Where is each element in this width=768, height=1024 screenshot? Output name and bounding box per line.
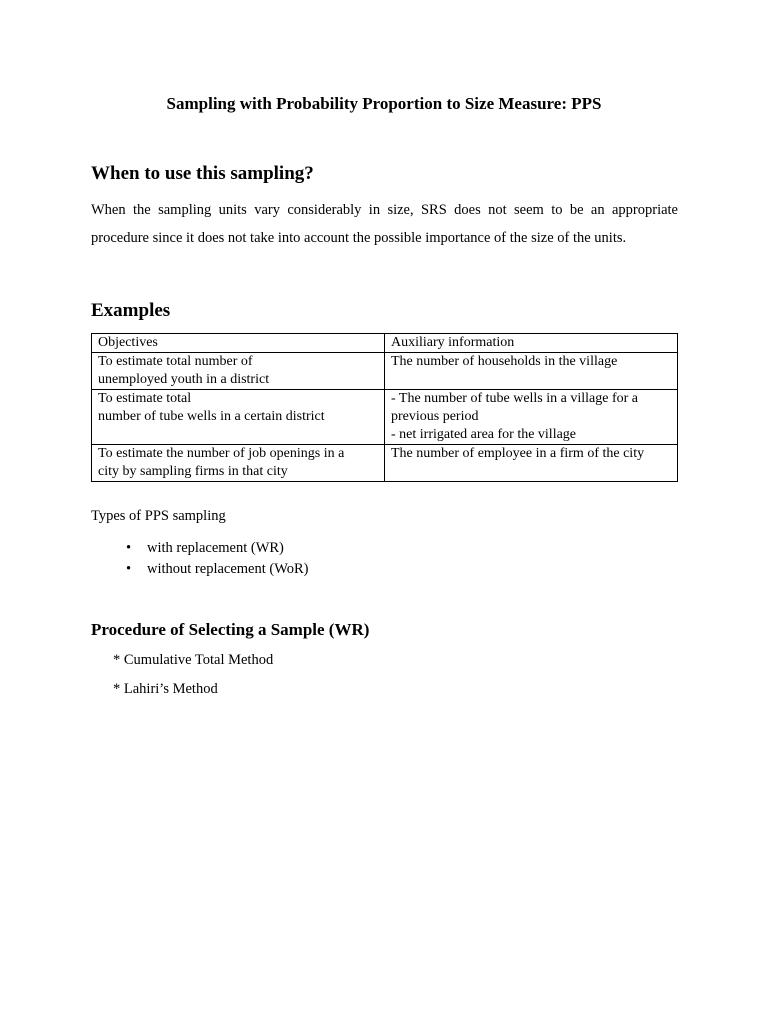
list-item-text: with replacement (WR) xyxy=(147,540,284,556)
list-item-text: without replacement (WoR) xyxy=(147,561,309,577)
cell-line: The number of households in the village xyxy=(391,354,618,369)
cell-line: unemployed youth in a district xyxy=(98,372,270,387)
table-row xyxy=(92,390,678,445)
cell-line: - net irrigated area for the village xyxy=(391,427,577,442)
table-cell-auxiliary xyxy=(385,353,678,390)
list-item xyxy=(91,559,309,580)
method-cumulative-total: * Cumulative Total Method xyxy=(113,652,274,668)
method-lahiri: * Lahiri’s Method xyxy=(113,681,218,697)
table-cell-auxiliary xyxy=(385,445,678,482)
types-label: Types of PPS sampling xyxy=(91,508,226,524)
cell-line: The number of employee in a firm of the city xyxy=(391,446,645,461)
list-item xyxy=(91,538,309,559)
cell-line: city by sampling firms in that city xyxy=(98,464,288,479)
table-cell-objective xyxy=(92,353,385,390)
table-header-row xyxy=(92,334,678,353)
table-cell-auxiliary xyxy=(385,390,678,445)
table-cell-objective xyxy=(92,445,385,482)
cell-line: previous period xyxy=(391,409,479,424)
table-row xyxy=(92,353,678,390)
examples-table xyxy=(91,333,678,482)
cell-line: To estimate the number of job openings in a xyxy=(98,446,345,461)
cell-line: - The number of tube wells in a village for a xyxy=(391,391,638,406)
cell-line: To estimate total number of xyxy=(98,354,253,369)
heading-procedure: Procedure of Selecting a Sample (WR) xyxy=(91,620,370,639)
types-list xyxy=(91,538,309,580)
document-title: Sampling with Probability Proportion to Size Measure: PPS xyxy=(166,94,602,113)
heading-when-to-use: When to use this sampling? xyxy=(91,163,314,184)
bullet-icon: • xyxy=(126,540,132,556)
when-to-use-paragraph: When the sampling units vary considerably in size, SRS does not seem to be an appropriate procedure since it does not take into account the possible importance of the size of the units. xyxy=(91,202,678,246)
table-row xyxy=(92,445,678,482)
heading-examples: Examples xyxy=(91,300,171,321)
cell-line: number of tube wells in a certain district xyxy=(98,409,325,424)
header-objectives: Objectives xyxy=(92,334,385,353)
cell-line: To estimate total xyxy=(98,391,192,406)
table-cell-objective xyxy=(92,390,385,445)
bullet-icon: • xyxy=(126,561,132,577)
header-auxiliary-information: Auxiliary information xyxy=(385,334,678,353)
